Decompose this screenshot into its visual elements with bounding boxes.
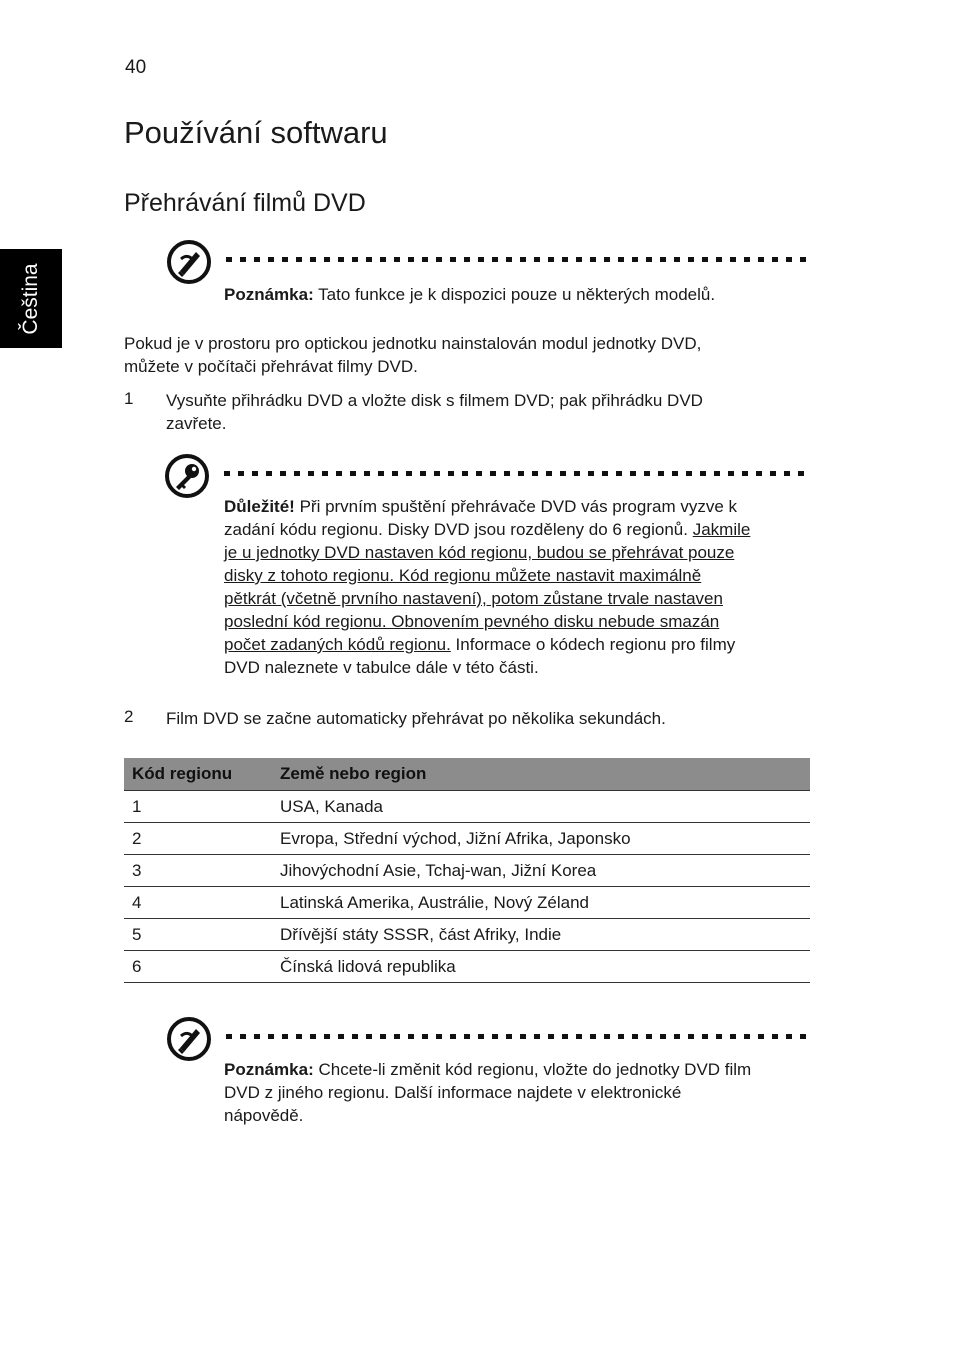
important-label: Důležité! xyxy=(224,497,295,516)
table-cell: Evropa, Střední východ, Jižní Afrika, Japonsko xyxy=(272,823,810,855)
table-header-row xyxy=(124,758,810,791)
table-cell: Čínská lidová republika xyxy=(272,951,810,983)
pencil-note-icon xyxy=(166,239,212,285)
step-2-number: 2 xyxy=(124,707,134,726)
note-1 xyxy=(224,283,804,306)
table-cell: Jihovýchodní Asie, Tchaj-wan, Jižní Korea xyxy=(272,855,810,887)
table-row xyxy=(124,951,810,983)
table-cell: 1 xyxy=(124,791,272,823)
table-header-cell: Kód regionu xyxy=(124,758,272,791)
table-row xyxy=(124,887,810,919)
important-line-6: poslední kód regionu. Obnovením pevného disku nebude smazán xyxy=(224,612,720,631)
note-2 xyxy=(224,1058,804,1127)
note-1-text: Tato funkce je k dispozici pouze u některých modelů. xyxy=(313,285,716,304)
intro-line-1: Pokud je v prostoru pro optickou jednotku nainstalován modul jednotky DVD, xyxy=(124,334,702,353)
table-row xyxy=(124,855,810,887)
language-tab-label: Čeština xyxy=(19,262,42,335)
important-line-7b: Informace o kódech regionu pro filmy xyxy=(450,635,736,654)
note-divider xyxy=(226,257,809,262)
table-cell: Dřívější státy SSSR, část Afriky, Indie xyxy=(272,919,810,951)
note-2-line-2: DVD z jiného regionu. Další informace najdete v elektronické xyxy=(224,1083,682,1102)
important-line-3: je u jednotky DVD nastaven kód regionu, budou se přehrávat pouze xyxy=(224,543,735,562)
note-2-line-3: nápovědě. xyxy=(224,1106,304,1125)
important-line-2b: Jakmile xyxy=(692,520,751,539)
section-title: Přehrávání filmů DVD xyxy=(124,189,366,217)
step-1-line-1: Vysuňte přihrádku DVD a vložte disk s filmem DVD; pak přihrádku DVD xyxy=(166,391,703,410)
table-cell: 2 xyxy=(124,823,272,855)
table-cell: Latinská Amerika, Austrálie, Nový Zéland xyxy=(272,887,810,919)
step-1-line-2: zavřete. xyxy=(166,414,227,433)
table-row xyxy=(124,791,810,823)
intro-line-2: můžete v počítači přehrávat filmy DVD. xyxy=(124,357,418,376)
table-cell: 6 xyxy=(124,951,272,983)
table-cell: 3 xyxy=(124,855,272,887)
table-cell: USA, Kanada xyxy=(272,791,810,823)
page-number: 40 xyxy=(125,57,147,78)
step-1-text xyxy=(166,389,786,435)
important-line-4: disky z tohoto regionu. Kód regionu můžete nastavit maximálně xyxy=(224,566,702,585)
page-title: Používání softwaru xyxy=(124,115,388,150)
note-1-label: Poznámka: xyxy=(224,285,314,304)
region-table xyxy=(124,758,810,983)
table-row xyxy=(124,919,810,951)
step-1-number: 1 xyxy=(124,389,134,408)
note-2-label: Poznámka: xyxy=(224,1060,314,1079)
table-row xyxy=(124,823,810,855)
key-important-icon xyxy=(164,453,210,499)
table-header-cell: Země nebo region xyxy=(272,758,810,791)
important-divider xyxy=(224,471,807,476)
intro-paragraph xyxy=(124,332,764,378)
note-2-line-1: Chcete-li změnit kód regionu, vložte do jednotky DVD film xyxy=(313,1060,752,1079)
important-line-1: Při prvním spuštění přehrávače DVD vás program vyzve k xyxy=(294,497,738,516)
important-line-8: DVD naleznete v tabulce dále v této části. xyxy=(224,658,539,677)
important-line-2a: zadání kódu regionu. Disky DVD jsou rozděleny do 6 regionů. xyxy=(224,520,693,539)
language-tab xyxy=(0,249,62,348)
table-cell: 5 xyxy=(124,919,272,951)
table-cell: 4 xyxy=(124,887,272,919)
important-line-7a: počet zadaných kódů regionu. xyxy=(224,635,451,654)
step-2-text: Film DVD se začne automaticky přehrávat po několika sekundách. xyxy=(166,709,666,728)
pencil-note-icon xyxy=(166,1016,212,1062)
important-note xyxy=(224,495,804,679)
note-divider xyxy=(226,1034,809,1039)
important-line-5: pětkrát (včetně prvního nastavení), potom zůstane trvale nastaven xyxy=(224,589,723,608)
